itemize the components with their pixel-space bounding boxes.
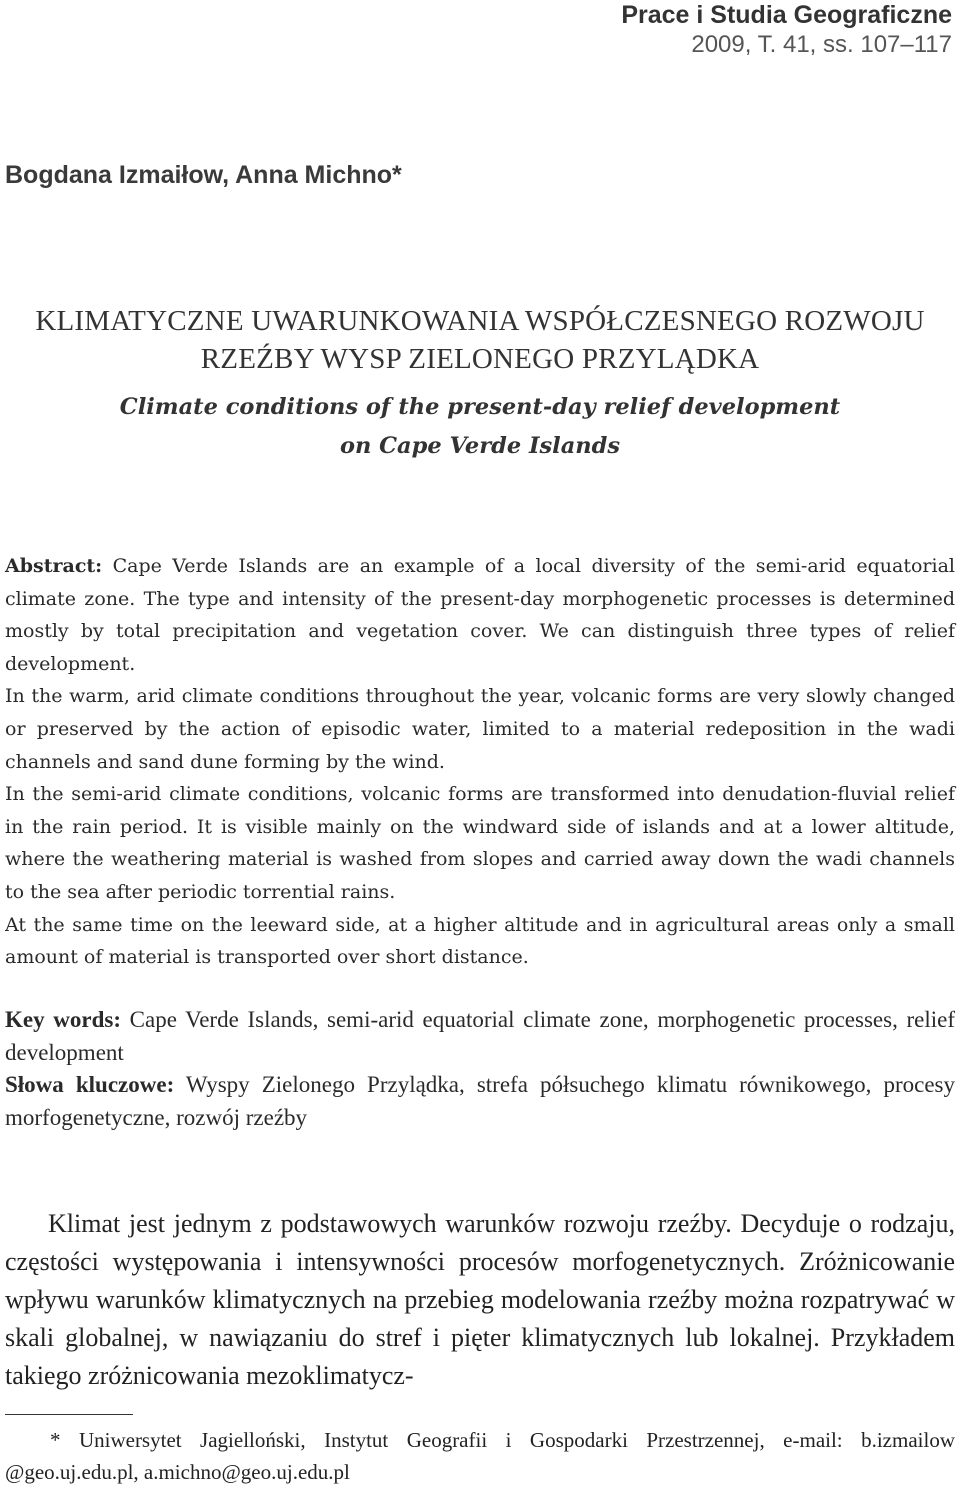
title-polish <box>0 302 960 378</box>
abstract-paragraph-3: In the semi-arid climate conditions, volcanic forms are transformed into denudation-fluvial relief in the rain period. It is visible mainly on the windward side of islands and at a lower altitude, where the weathering material is washed from slopes and carried away down the wadi channels to the sea after periodic torrential rains. <box>5 783 955 903</box>
title-english <box>0 388 960 466</box>
keywords <box>5 1004 955 1134</box>
abstract-label: Abstract: <box>5 555 103 577</box>
title-english-line-2: on Cape Verde Islands <box>339 433 621 459</box>
keywords-english-text: Cape Verde Islands, semi-arid equatorial climate zone, morphogenetic processes, relief development <box>5 1007 955 1065</box>
body-paragraph: Klimat jest jednym z podstawowych warunków rozwoju rzeźby. Decyduje o rodzaju, częstości występowania i intensywności procesów morfogenetycznych. Zróżnicowanie wpływu warunków klimatycznych na przebieg modelowania rzeźby można rozpatrywać w skali globalnej, w nawiązaniu do stref i pięter klimatycznych lub lokalnej. Przykładem takiego zróżnicowania mezoklimatycz- <box>5 1209 955 1390</box>
keywords-english <box>5 1004 955 1069</box>
title-english-line-1: Climate conditions of the present-day relief development <box>119 394 841 420</box>
title-block <box>0 302 960 466</box>
journal-header <box>621 0 952 60</box>
abstract-paragraph-1 <box>5 550 955 680</box>
footnote-divider <box>5 1414 133 1415</box>
abstract-paragraph-4: At the same time on the leeward side, at a higher altitude and in agricultural areas only a small amount of material is transported over short distance. <box>5 913 955 969</box>
abstract <box>5 550 955 974</box>
keywords-polish-label: Słowa kluczowe: <box>5 1072 175 1097</box>
keywords-polish-text: Wyspy Zielonego Przylądka, strefa półsuchego klimatu równikowego, procesy morfogenetyczne, rozwój rzeźby <box>5 1072 955 1130</box>
footnote-text: * Uniwersytet Jagielloński, Instytut Geografii i Gospodarki Przestrzennej, e-mail: b.izmailow @geo.uj.edu.pl, a.michno@geo.uj.edu.pl <box>5 1428 955 1484</box>
keywords-polish <box>5 1069 955 1134</box>
title-polish-line-1: KLIMATYCZNE UWARUNKOWANIA WSPÓŁCZESNEGO ROZWOJU <box>35 305 925 337</box>
journal-name: Prace i Studia Geograficzne <box>621 1 952 29</box>
abstract-paragraph-2: In the warm, arid climate conditions throughout the year, volcanic forms are very slowly changed or preserved by the action of episodic water, limited to a material redeposition in the wadi channels and sand dune forming by the wind. <box>5 685 955 773</box>
title-polish-line-2: RZEŹBY WYSP ZIELONEGO PRZYLĄDKA <box>200 343 760 375</box>
journal-issue: 2009, T. 41, ss. 107–117 <box>691 31 952 58</box>
body-text <box>5 1205 955 1395</box>
keywords-english-label: Key words: <box>5 1007 121 1032</box>
abstract-text-1: Cape Verde Islands are an example of a local diversity of the semi-arid equatorial climate zone. The type and intensity of the present-day morphogenetic processes is determined mostly by total precipitation and vegetation cover. We can distinguish three types of relief development. <box>5 555 955 675</box>
footnote <box>5 1424 955 1488</box>
authors: Bogdana Izmaiłow, Anna Michno* <box>5 161 402 189</box>
